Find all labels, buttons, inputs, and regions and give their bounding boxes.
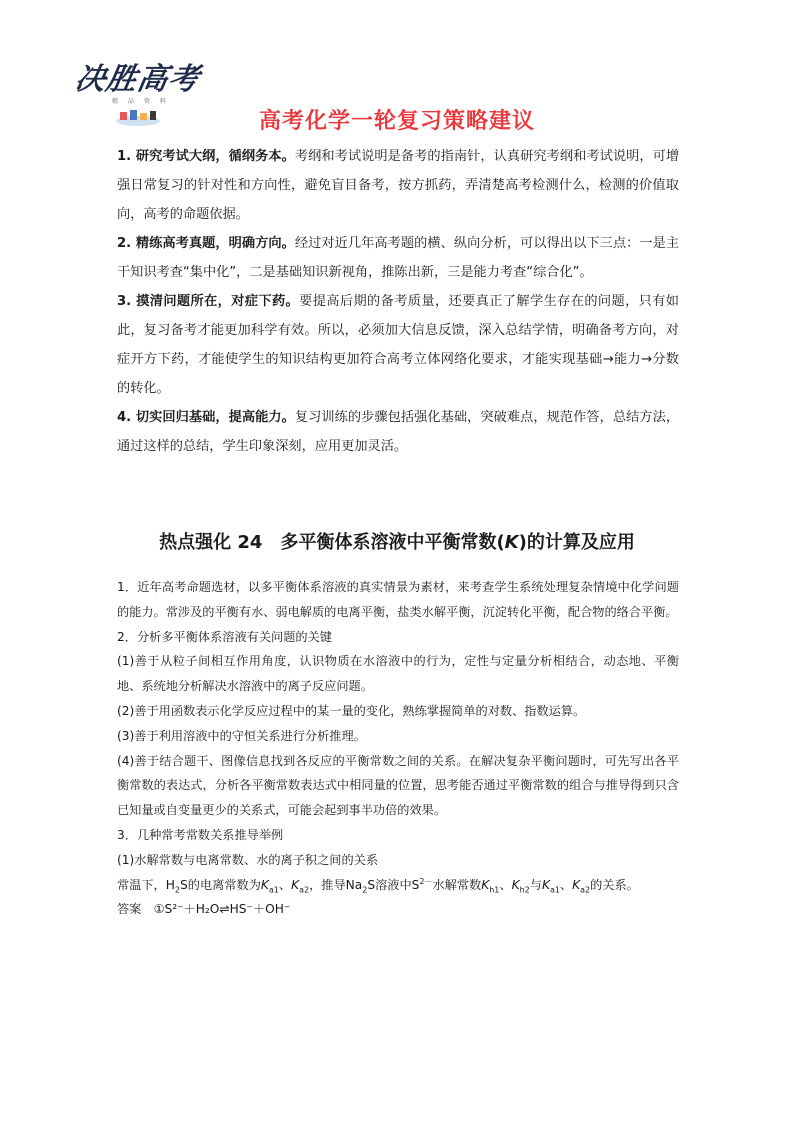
body-paragraph-3: (1)善于从粒子间相互作用角度，认识物质在水溶液中的行为，定性与定量分析相结合，动态地、平衡地、系统地分析解决水溶液中的离子反应问题。 bbox=[117, 654, 679, 694]
intro-text-2: 经过对近几年高考题的横、纵向分析，可以得出以下三点：一是主干知识考查“集中化”，二是基础知识新视角，推陈出新，三是能力考查“综合化”。 bbox=[117, 236, 680, 280]
body-paragraph-2: 2．分析多平衡体系溶液有关问题的关键 bbox=[117, 629, 332, 644]
answer-label: 答案 bbox=[117, 902, 142, 917]
body-paragraph-1: 1．近年高考命题选材，以多平衡体系溶液的真实情景为素材，来考查学生系统处理复杂情境中化学问题的能力。常涉及的平衡有水、弱电解质的电离平衡，盐类水解平衡，沉淀转化平衡，配合物的络合平衡。 bbox=[117, 580, 679, 619]
body-paragraph-5: (3)善于利用溶液中的守恒关系进行分析推理。 bbox=[117, 728, 366, 743]
section-title bbox=[0, 528, 794, 554]
section-title-k: K bbox=[504, 532, 519, 553]
answer-line bbox=[117, 897, 679, 922]
body-paragraph-9: 常温下，$H_2S$的电离常数为$K_{a1}$、$K_{a2}$，推导$Na_2S$溶液中$S^{2-}$水解常数$K_{h1}$、$K_{h2}$与$K_{a1}$、$K_{a2}$的关系。 bbox=[117, 876, 639, 894]
body-section bbox=[117, 575, 679, 922]
logo-subtext: 精 品 资 料 bbox=[112, 98, 170, 105]
section-title-prefix: 热点强化 24 多平衡体系溶液中平衡常数( bbox=[159, 532, 505, 553]
intro-paragraph-4 bbox=[117, 403, 679, 461]
intro-text-1: 考纲和考试说明是备考的指南针，认真研究考纲和考试说明，可增强日常复习的针对性和方向性，避免盲目备考，按方抓药，弄清楚高考检测什么，检测的价值取向，高考的命题依据。 bbox=[117, 149, 680, 222]
answer-text: ①S²⁻＋H₂O⇌HS⁻＋OH⁻ bbox=[153, 902, 291, 917]
intro-paragraph-1 bbox=[117, 142, 679, 229]
body-paragraph-8: (1)水解常数与电离常数、水的离子积之间的关系 bbox=[117, 852, 379, 867]
intro-heading-1: 1. 研究考试大纲，循纲务本。 bbox=[117, 149, 295, 164]
intro-text-4: 复习训练的步骤包括强化基础，突破难点，规范作答，总结方法，通过这样的总结，学生印象深刻，应用更加灵活。 bbox=[117, 410, 680, 454]
intro-heading-4: 4. 切实回归基础，提高能力。 bbox=[117, 410, 295, 425]
intro-section bbox=[117, 142, 679, 461]
body-paragraph-4: (2)善于用函数表示化学反应过程中的某一量的变化，熟练掌握简单的对数、指数运算。 bbox=[117, 703, 586, 718]
intro-paragraph-3 bbox=[117, 287, 679, 403]
intro-heading-3: 3. 摸清问题所在，对症下药。 bbox=[117, 294, 300, 309]
intro-text-3: 要提高后期的备考质量，还要真正了解学生存在的问题，只有如此，复习备考才能更加科学有效。所以，必须加大信息反馈，深入总结学情，明确备考方向，对症开方下药，才能使学生的知识结构更加符合高考立体网络化要求，才能实现基础→能力→分数的转化。 bbox=[117, 294, 679, 396]
intro-paragraph-2 bbox=[117, 229, 679, 287]
body-paragraph-7: 3．几种常考常数关系推导举例 bbox=[117, 827, 284, 842]
logo-text: 决胜高考 bbox=[72, 62, 203, 97]
section-title-suffix: )的计算及应用 bbox=[518, 532, 635, 553]
intro-heading-2: 2. 精练高考真题，明确方向。 bbox=[117, 236, 295, 251]
body-paragraph-6: (4)善于结合题干、图像信息找到各反应的平衡常数之间的关系。在解决复杂平衡问题时，可先写出各平衡常数的表达式，分析各平衡常数表达式中相同量的位置，思考能否通过平衡常数的组合与推导得到只含已知量或自变量更少的关系式，可能会起到事半功倍的效果。 bbox=[117, 753, 679, 818]
page-title: 高考化学一轮复习策略建议 bbox=[258, 109, 535, 134]
